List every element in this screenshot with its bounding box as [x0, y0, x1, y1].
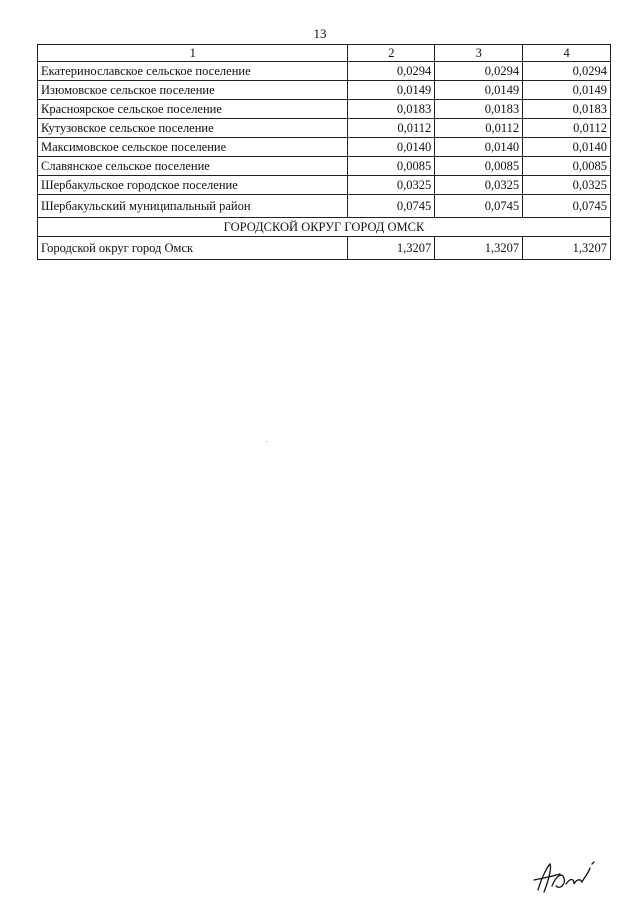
- row-value: 0,0294: [348, 62, 435, 81]
- row-value: 1,3207: [523, 237, 611, 260]
- row-name: Красноярское сельское поселение: [38, 100, 348, 119]
- table-row: [38, 81, 611, 100]
- column-header: 2: [348, 45, 435, 62]
- data-table: [37, 44, 611, 260]
- page-number: 13: [313, 26, 327, 41]
- row-value: 0,0294: [523, 62, 611, 81]
- row-value: 0,0183: [348, 100, 435, 119]
- row-value: 0,0325: [348, 176, 435, 195]
- row-name: Максимовское сельское поселение: [38, 138, 348, 157]
- column-header: 1: [38, 45, 348, 62]
- table-row: [38, 237, 611, 260]
- row-value: 0,0745: [348, 195, 435, 218]
- row-value: 0,0745: [435, 195, 523, 218]
- table-row: [38, 157, 611, 176]
- row-value: 0,0325: [523, 176, 611, 195]
- row-name: Изюмовское сельское поселение: [38, 81, 348, 100]
- row-value: 0,0149: [348, 81, 435, 100]
- row-value: 0,0183: [523, 100, 611, 119]
- row-name: Славянское сельское поселение: [38, 157, 348, 176]
- row-value: 1,3207: [435, 237, 523, 260]
- row-value: 0,0112: [523, 119, 611, 138]
- table-row: [38, 195, 611, 218]
- row-name: Шербакульское городское поселение: [38, 176, 348, 195]
- column-header: 3: [435, 45, 523, 62]
- row-value: 0,0325: [435, 176, 523, 195]
- row-value: 0,0140: [348, 138, 435, 157]
- row-value: 0,0140: [435, 138, 523, 157]
- column-header: 4: [523, 45, 611, 62]
- row-name: Екатеринославское сельское поселение: [38, 62, 348, 81]
- scan-speck: [266, 441, 267, 442]
- table-header-row: [38, 45, 611, 62]
- table-row: [38, 176, 611, 195]
- row-name: Городской округ город Омск: [38, 237, 348, 260]
- row-value: 1,3207: [348, 237, 435, 260]
- table-row: [38, 119, 611, 138]
- row-value: 0,0085: [435, 157, 523, 176]
- row-value: 0,0140: [523, 138, 611, 157]
- row-name: Шербакульский муниципальный район: [38, 195, 348, 218]
- row-value: 0,0149: [523, 81, 611, 100]
- table-row: [38, 100, 611, 119]
- handwritten-signature: [530, 856, 600, 896]
- row-value: 0,0085: [348, 157, 435, 176]
- section-title: ГОРОДСКОЙ ОКРУГ ГОРОД ОМСК: [38, 218, 611, 237]
- row-value: 0,0149: [435, 81, 523, 100]
- row-value: 0,0112: [435, 119, 523, 138]
- table-row: [38, 62, 611, 81]
- table-row: [38, 138, 611, 157]
- section-header-row: [38, 218, 611, 237]
- row-value: 0,0745: [523, 195, 611, 218]
- row-value: 0,0085: [523, 157, 611, 176]
- row-value: 0,0183: [435, 100, 523, 119]
- row-value: 0,0112: [348, 119, 435, 138]
- row-name: Кутузовское сельское поселение: [38, 119, 348, 138]
- row-value: 0,0294: [435, 62, 523, 81]
